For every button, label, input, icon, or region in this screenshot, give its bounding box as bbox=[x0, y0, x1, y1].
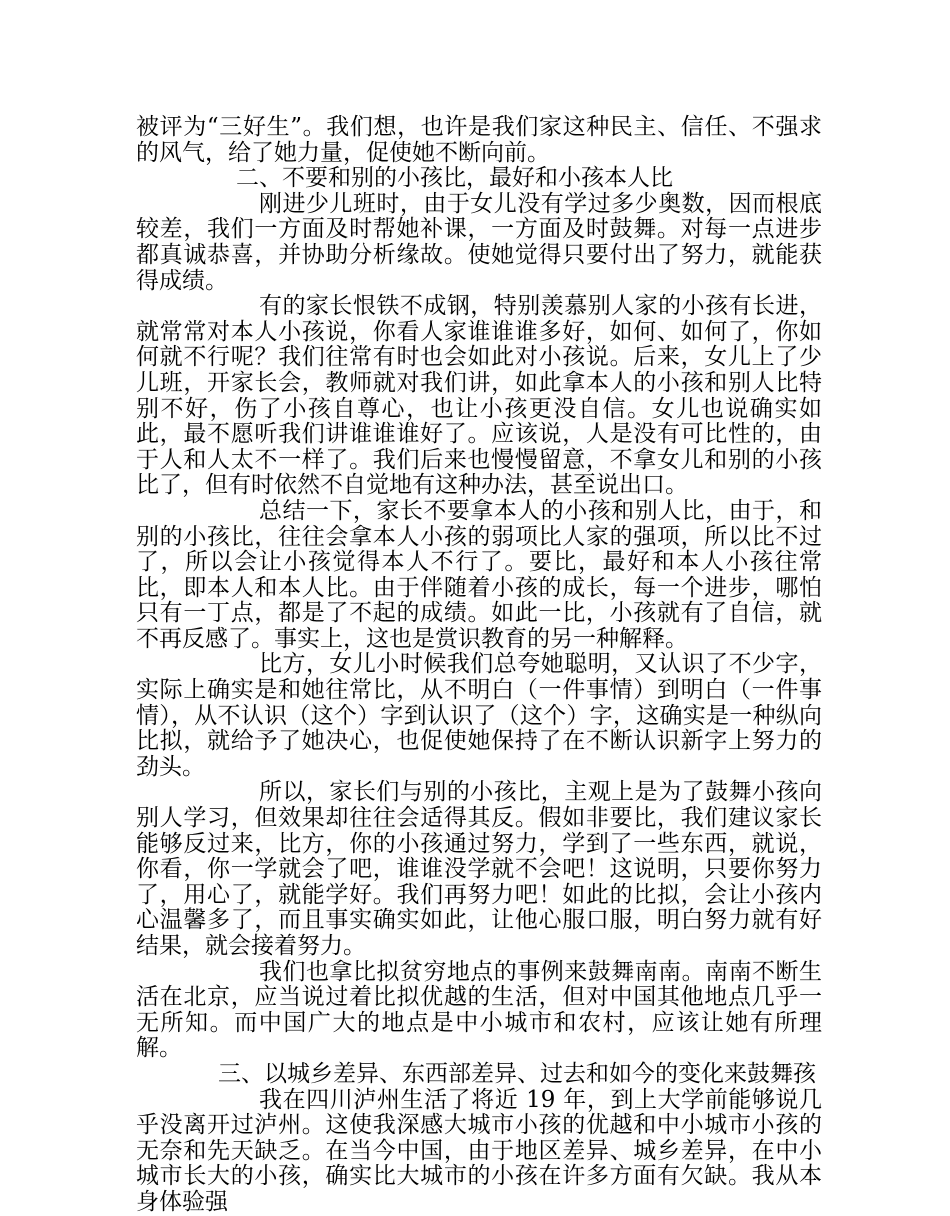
paragraph-continued: 被评为“三好生”。我们想，也许是我们家这种民主、信任、不强求的风气，给了她力量，促使她不断向前。 bbox=[136, 114, 822, 166]
paragraph: 我们也拿比拟贫穷地点的事例来鼓舞南南。南南不断生活在北京，应当说过着比拟优越的生活，但对中国其他地点几乎一无所知。而中国广大的地点是中小城市和农村，应该让她有所理解。 bbox=[136, 958, 822, 1062]
paragraph: 总结一下，家长不要拿本人的小孩和别人比，由于，和别的小孩比，往往会拿本人小孩的弱项比人家的强项，所以比不过了，所以会让小孩觉得本人不行了。要比，最好和本人小孩往常比，即本人和本人比。由于伴随着小孩的成长，每一个进步，哪怕只有一丁点，都是了不起的成绩。如此一比，小孩就有了自信，就不再反感了。事实上，这也是赏识教育的另一种解释。 bbox=[136, 497, 822, 652]
paragraph: 我在四川泸州生活了将近 19 年，到上大学前能够说几乎没离开过泸州。这使我深感大城市小孩的优越和中小城市小孩的无奈和先天缺乏。在当今中国，由于地区差异、城乡差异，在中小城市长大的小孩，确实比大城市的小孩在许多方面有欠缺。我从本身体验强 bbox=[136, 1086, 822, 1215]
document-body bbox=[136, 115, 822, 1216]
paragraph: 有的家长恨铁不成钢，特别羡慕别人家的小孩有长进，就常常对本人小孩说，你看人家谁谁谁多好，如何、如何了，你如何就不行呢？我们往常有时也会如此对小孩说。后来，女儿上了少儿班，开家长会，教师就对我们讲，如此拿本人的小孩和别人比特别不好，伤了小孩自尊心，也让小孩更没自信。女儿也说确实如此，最不愿听我们讲谁谁谁好了。应该说，人是没有可比性的，由于人和人太不一样了。我们后来也慢慢留意，不拿女儿和别的小孩比了，但有时依然不自觉地有这种办法，甚至说出口。 bbox=[136, 293, 822, 499]
section-heading-3: 三、以城乡差异、东西部差异、过去和如今的变化来鼓舞孩 bbox=[218, 1060, 816, 1087]
paragraph: 所以，家长们与别的小孩比，主观上是为了鼓舞小孩向别人学习，但效果却往往会适得其反。假如非要比，我们建议家长能够反过来，比方，你的小孩通过努力，学到了一些东西，就说，你看，你一学就会了吧，谁谁没学就不会吧！这说明，只要你努力了，用心了，就能学好。我们再努力吧！如此的比拟，会让小孩内心温馨多了，而且事实确实如此，让他心服口服，明白努力就有好结果，就会接着努力。 bbox=[136, 779, 822, 959]
paragraph: 刚进少儿班时，由于女儿没有学过多少奥数，因而根底较差，我们一方面及时帮她补课，一方面及时鼓舞。对每一点进步都真诚恭喜，并协助分析缘故。使她觉得只要付出了努力，就能获得成绩。 bbox=[136, 190, 822, 294]
paragraph: 比方，女儿小时候我们总夸她聪明，又认识了不少字，实际上确实是和她往常比，从不明白（一件事情）到明白（一件事情），从不认识（这个）字到认识了（这个）字，这确实是一种纵向比拟，就给予了她决心，也促使她保持了在不断认识新字上努力的劲头。 bbox=[136, 651, 822, 780]
section-heading-2: 二、不要和别的小孩比，最好和小孩本人比 bbox=[236, 165, 673, 192]
